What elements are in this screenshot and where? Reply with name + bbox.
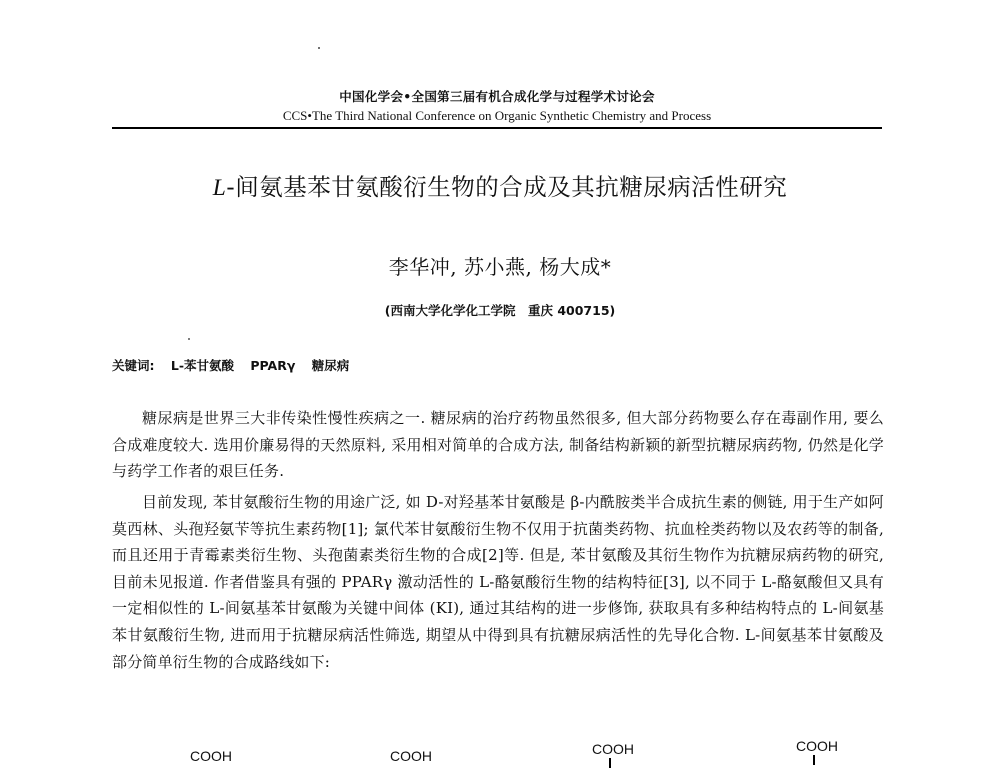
title-prefix: L — [212, 175, 227, 201]
keywords — [112, 357, 349, 375]
paper-title — [60, 170, 940, 205]
keywords-label: 关键词: — [112, 358, 155, 373]
conference-header — [112, 88, 882, 124]
paragraph-1 — [112, 405, 884, 485]
scan-speck — [318, 47, 320, 49]
structure-label: COOH — [592, 741, 634, 768]
structure-label: COOH — [390, 748, 432, 764]
scan-speck — [188, 338, 190, 340]
structure-label: COOH — [796, 738, 838, 765]
structure-bond — [813, 755, 815, 765]
paragraph-text: 目前发现, 苯甘氨酸衍生物的用途广泛, 如 D-对羟基苯甘氨酸是 β-内酰胺类半合成抗生素的侧链, 用于生产如阿莫西林、头孢羟氨苄等抗生素药物[1]; 氯代苯甘氨酸衍生物不仅用于抗菌类药物、抗血栓类药物以及农药等的制备, 而且还用于青霉素类衍生物、头孢菌素类衍生物的合成[2]等. 但是, 苯甘氨酸及其衍生物作为抗糖尿病药物的研究, 目前未见报道. 作者借鉴具有强的 PPARγ 激动活性的 L-酪氨酸衍生物的结构特征[3], 以不同于 L-酪氨酸但又具有一定相似性的 L-间氨基苯甘氨酸为关键中间体 (KI), 通过其结构的进一步修饰, 获取具有多种结构特点的 L-间氨基苯甘氨酸衍生物, 进而用于抗糖尿病活性筛选, 期望从中得到具有抗糖尿病活性的先导化合物. L-间氨基苯甘氨酸及部分简单衍生物的合成路线如下: — [112, 493, 884, 671]
conference-name-en: CCS•The Third National Conference on Organic Synthetic Chemistry and Process — [282, 108, 712, 123]
affiliation: (西南大学化学化工学院 重庆 400715) — [384, 303, 616, 318]
authors: 李华冲, 苏小燕, 杨大成* — [388, 255, 612, 279]
keyword-item: L-苯甘氨酸 — [170, 358, 235, 373]
title-rest: -间氨基苯甘氨酸衍生物的合成及其抗糖尿病活性研究 — [226, 173, 788, 201]
paragraph-2 — [112, 489, 884, 675]
conference-name-cn: 中国化学会•全国第三届有机合成化学与过程学术讨论会 — [339, 89, 655, 104]
keyword-item: PPARγ — [250, 358, 296, 373]
structure-label: COOH — [190, 748, 232, 764]
keyword-item: 糖尿病 — [311, 358, 350, 373]
header-rule — [112, 127, 882, 129]
paragraph-text: 糖尿病是世界三大非传染性慢性疾病之一. 糖尿病的治疗药物虽然很多, 但大部分药物要么存在毒副作用, 要么合成难度较大. 选用价廉易得的天然原料, 采用相对简单的合成方法, 制备结构新颖的新型抗糖尿病药物, 仍然是化学与药学工作者的艰巨任务. — [112, 409, 884, 481]
